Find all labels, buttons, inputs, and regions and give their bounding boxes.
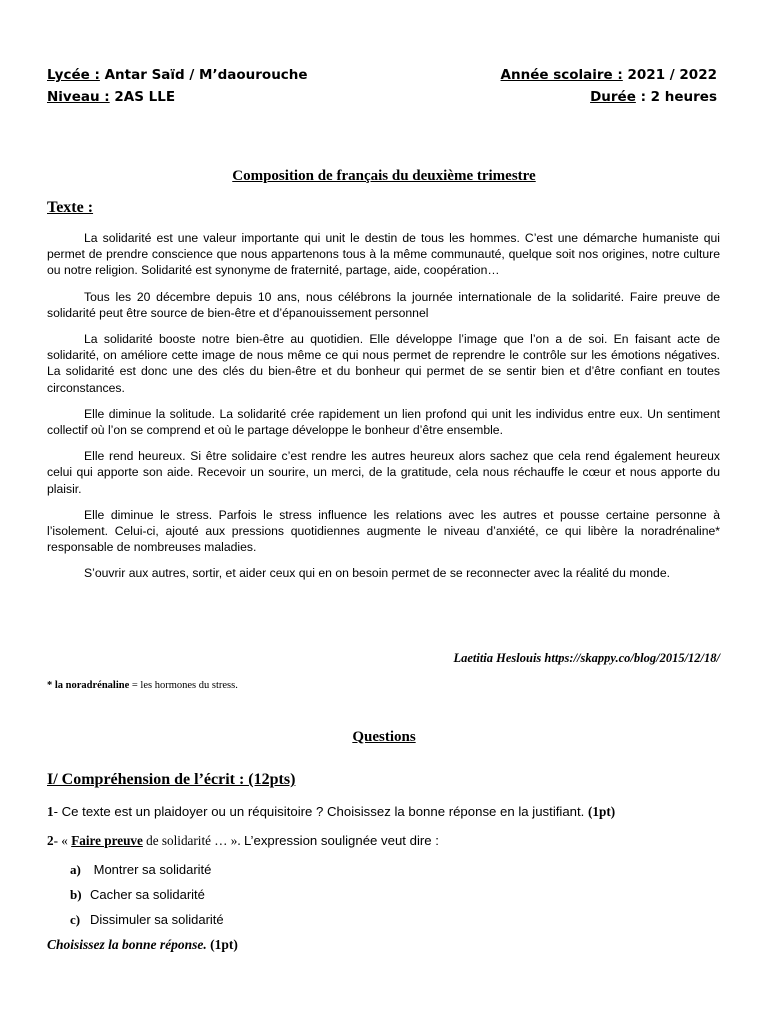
instruction-text: Choisissez la bonne réponse. <box>47 937 207 952</box>
page-title: Composition de français du deuxième trimestre <box>232 168 536 184</box>
underlined-term: Faire preuve <box>71 833 143 848</box>
footnote <box>47 680 238 691</box>
source-citation: Laetitia Heslouis https://skappy.co/blog/2015/12/18/ <box>453 651 720 665</box>
question-points: (1pt) <box>588 804 616 819</box>
option-c <box>70 912 224 928</box>
question-2 <box>47 833 439 849</box>
reading-text <box>47 230 720 592</box>
option-text: Montrer sa solidarité <box>90 862 212 877</box>
question-text: L’expression soulignée veut dire : <box>243 833 439 848</box>
paragraph: Elle rend heureux. Si être solidaire c’est rendre les autres heureux alors sachez que cela rend également heureux celui qui apporte son aide. Recevoir un sourire, un merci, de la gratitude, cela nous réchauffe le cœur et nous apporte du plaisir. <box>47 449 720 496</box>
header-row-2 <box>47 87 717 109</box>
duree-info <box>590 87 717 109</box>
header-row-1 <box>47 65 717 87</box>
option-b <box>70 887 205 903</box>
paragraph: S’ouvrir aux autres, sortir, et aider ceux qui en on besoin permet de se reconnecter avec la réalité du monde. <box>84 566 670 581</box>
texte-heading: Texte : <box>47 199 94 216</box>
annee-label: Année scolaire : <box>500 67 623 83</box>
question-text: - Ce texte est un plaidoyer ou un réquisitoire ? Choisissez la bonne réponse en la justifiant. <box>53 804 588 819</box>
instruction <box>47 937 238 953</box>
option-a <box>70 862 211 878</box>
paragraph: Elle diminue le stress. Parfois le stress influence les relations avec les autres et pousse certaine personne à l’isolement. Celui-ci, ajouté aux pressions quotidiennes augmente le niveau d’anxiété, ce qui libère la noradrénaline* responsable de nombreuses maladies. <box>47 507 720 555</box>
paragraph: Tous les 20 décembre depuis 10 ans, nous célébrons la journée internationale de la solidarité. Faire preuve de solidarité peut être source de bien-être et d’épanouissement personnel <box>47 289 720 320</box>
paragraph: La solidarité booste notre bien-être au quotidien. Elle développe l’image que l’on a de soi. En faisant acte de solidarité, on améliore cette image de nous même ce qui nous permet de reprendre le contrôle sur les émotions négatives. La solidarité est donc une des clés du bien-être et du bonheur qui permet de se sentir bien et d’être confiant en toutes circonstances. <box>47 332 720 395</box>
question-1 <box>47 804 615 820</box>
annee-info <box>501 65 717 87</box>
header <box>47 65 717 109</box>
question-middle: de solidarité … ». <box>142 833 244 848</box>
footnote-definition: = les hormones du stress. <box>129 680 238 691</box>
option-letter: a) <box>70 862 81 877</box>
niveau-label: Niveau : <box>47 89 110 105</box>
duree-label: Durée <box>590 89 636 105</box>
option-letter: b) <box>70 887 82 902</box>
paragraph: La solidarité est une valeur importante qui unit le destin de tous les hommes. C’est une démarche humaniste qui permet de prendre conscience que nous appartenons tous à la même communauté, quelque soit nos origines, notre culture ou notre religion. Solidarité est synonyme de fraternité, partage, aide, coopération… <box>47 231 720 278</box>
option-text: Dissimuler sa solidarité <box>90 912 224 927</box>
option-letter: c) <box>70 912 81 927</box>
lycee-info <box>47 65 308 87</box>
question-prefix: - « <box>53 833 72 848</box>
duree-value: : 2 heures <box>635 89 717 105</box>
question-number: 1 <box>47 804 54 819</box>
section-title: I/ Compréhension de l’écrit : (12pts) <box>47 771 296 788</box>
annee-value: 2021 / 2022 <box>622 67 717 83</box>
lycee-label: Lycée : <box>47 67 100 83</box>
paragraph: Elle diminue la solitude. La solidarité crée rapidement un lien profond qui unit les individus entre eux. Un sentiment collectif où l’on se comprend et où le partage développe le bonheur d’être ensemble. <box>47 406 720 438</box>
question-number: 2 <box>47 833 54 848</box>
niveau-info <box>47 87 175 109</box>
questions-title: Questions <box>352 729 416 745</box>
footnote-term: * la noradrénaline <box>47 680 130 691</box>
instruction-points: (1pt) <box>206 937 238 952</box>
lycee-value: Antar Saïd / M’daourouche <box>99 67 308 83</box>
niveau-value: 2AS LLE <box>109 89 176 105</box>
option-text: Cacher sa solidarité <box>90 887 205 902</box>
